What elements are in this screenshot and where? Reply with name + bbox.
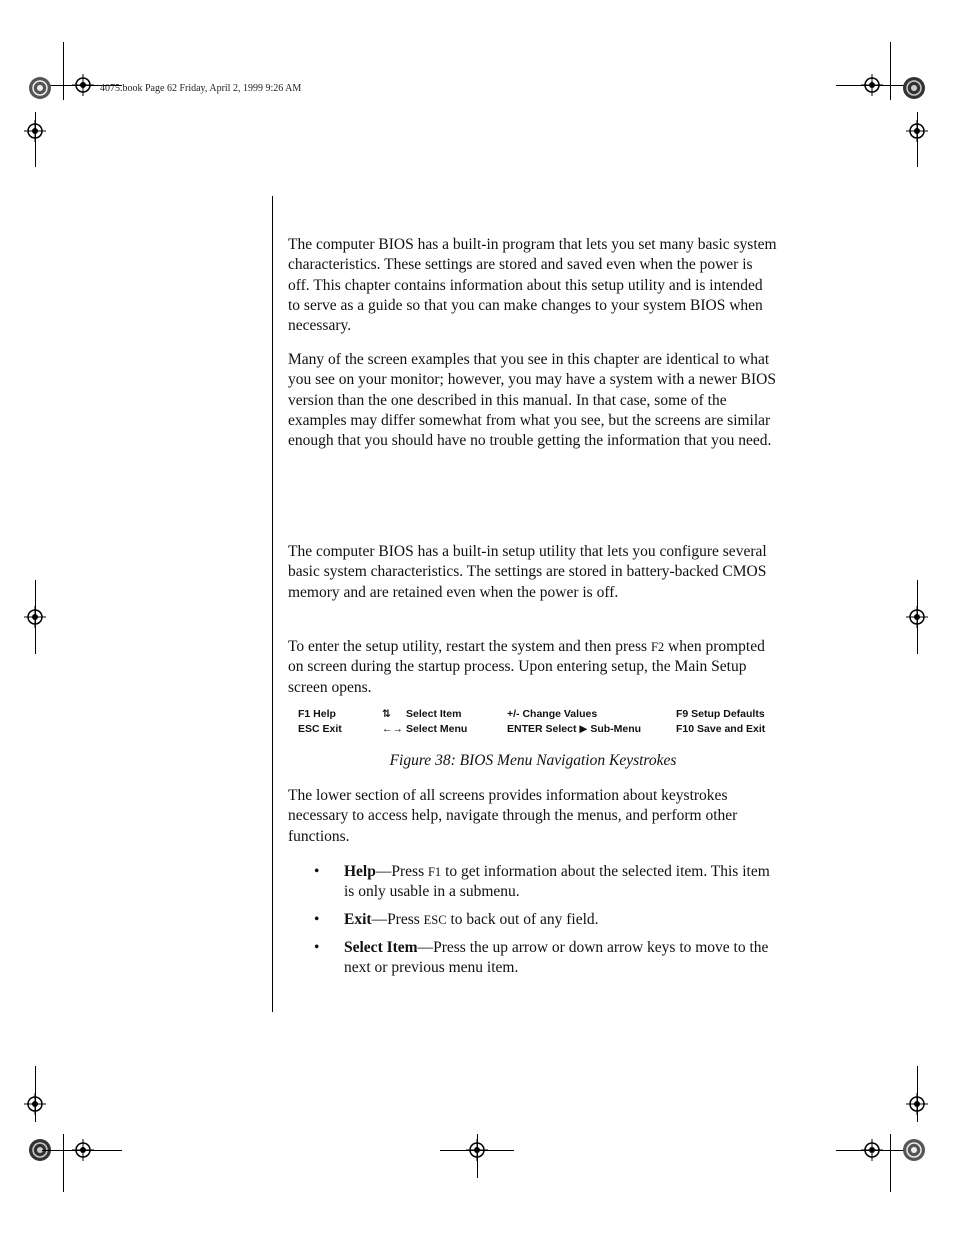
registration-mark-icon	[24, 606, 46, 628]
key-f2: F2	[650, 640, 665, 654]
keystroke-row-2	[298, 723, 778, 737]
change-values-label: +/- Change Values	[507, 708, 598, 720]
registration-mark-icon	[24, 1093, 46, 1115]
registration-mark-icon	[72, 1139, 94, 1161]
intro-paragraph-1: The computer BIOS has a built-in program that lets you set many basic system characteristics. These settings are stored and saved even when the power is off. This chapter contains information about this setup utility and is intended to serve as a guide so that you can make changes to your system BIOS when necessary.	[288, 236, 777, 335]
starburst-mark-icon	[902, 76, 926, 100]
key-exit-label: ESC Exit	[298, 723, 342, 735]
registration-mark-icon	[466, 1139, 488, 1161]
starburst-mark-icon	[902, 1138, 926, 1162]
registration-mark-icon	[861, 1139, 883, 1161]
starburst-mark-icon	[28, 76, 52, 100]
registration-mark-icon	[906, 606, 928, 628]
select-menu-label: Select Menu	[406, 723, 468, 735]
bullet-icon: •	[314, 939, 320, 956]
up-down-arrows-icon: ⇅	[382, 708, 391, 720]
setup-defaults-label: F9 Setup Defaults	[676, 708, 765, 720]
bullet-icon: •	[314, 911, 320, 928]
registration-mark-icon	[861, 74, 883, 96]
save-exit-label: F10 Save and Exit	[676, 723, 766, 735]
setup-paragraph-2: To enter the setup utility, restart the system and then press F2 when prompted on screen during the startup process. Upon entering setup, the Main Setup screen opens.	[288, 638, 765, 696]
setup-paragraph-1: The computer BIOS has a built-in setup utility that lets you configure several basic system characteristics. The settings are stored in battery-backed CMOS memory and are retained even when the power is off.	[288, 543, 767, 601]
file-stamp: 4075.book Page 62 Friday, April 2, 1999 9:26 AM	[100, 83, 302, 94]
registration-mark-icon	[906, 1093, 928, 1115]
intro-paragraph-2: Many of the screen examples that you see in this chapter are identical to what you see on your monitor; however, you may have a system with a newer BIOS version than the one described in this manual. In that case, some of the examples may differ somewhat from what you see, but the screens are similar enough that you should have no trouble getting the information that you need.	[288, 351, 776, 450]
left-right-arrows-icon: ←→	[382, 723, 403, 735]
registration-mark-icon	[72, 74, 94, 96]
figure-caption: Figure 38: BIOS Menu Navigation Keystrokes	[389, 752, 677, 769]
bullet-icon: •	[314, 863, 320, 880]
margin-rule	[272, 196, 273, 1012]
keystrokes-paragraph: The lower section of all screens provides information about keystrokes necessary to access help, navigate through the menus, and perform other functions.	[288, 787, 738, 845]
key-help-label: F1 Help	[298, 708, 336, 720]
enter-submenu-label: ENTER Select ▶ Sub-Menu	[507, 723, 642, 735]
select-item-label: Select Item	[406, 708, 462, 720]
keystroke-row-1	[298, 708, 778, 722]
